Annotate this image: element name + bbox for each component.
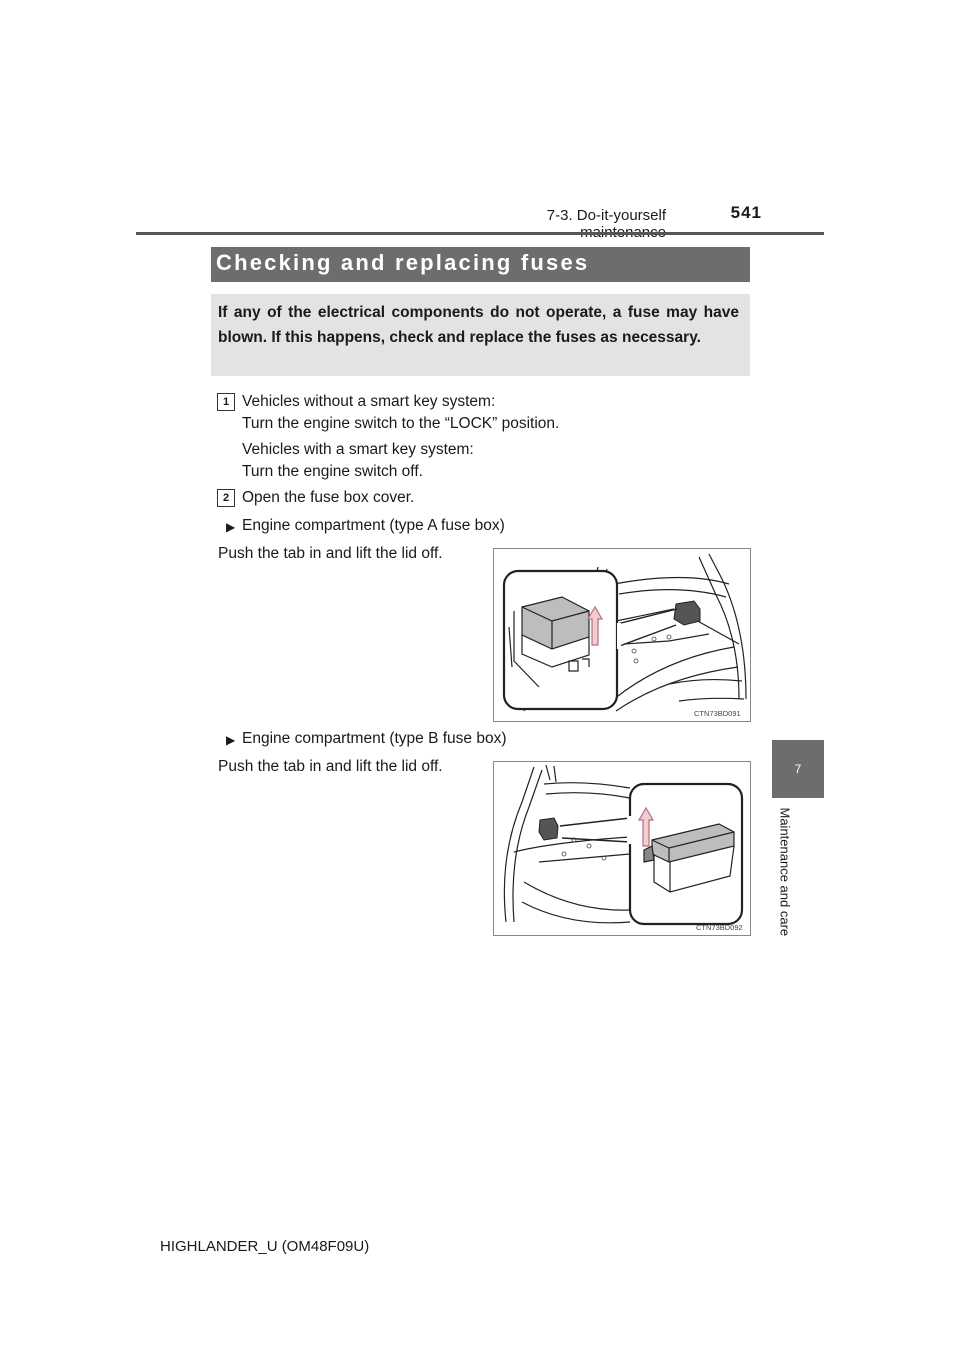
chapter-tab: 7 (772, 740, 824, 798)
step-number-2: 2 (217, 489, 235, 507)
step-1-line-4: Turn the engine switch off. (242, 463, 423, 480)
step-1-line-1: Vehicles without a smart key system: (242, 393, 496, 410)
intro-text: If any of the electrical components do not operate, a fuse may have blown. If this happens, check and replace the fuses as necessary. (218, 304, 739, 346)
image-code-b: CTN73BD092 (696, 923, 743, 932)
fuse-box-a-illustration (493, 548, 751, 722)
footer-model-code: HIGHLANDER_U (OM48F09U) (160, 1238, 370, 1255)
fuse-box-b-illustration (493, 761, 751, 936)
chapter-label: Maintenance and care (777, 807, 793, 937)
step-2-text: Open the fuse box cover. (242, 489, 415, 506)
engine-compartment-b-drawing (494, 762, 750, 935)
bullet-triangle-icon: ▶ (226, 520, 236, 534)
step-number-1: 1 (217, 393, 235, 411)
page-number: 541 (730, 203, 762, 222)
page-title: Checking and replacing fuses (216, 250, 590, 275)
image-code-a: CTN73BD091 (694, 709, 741, 718)
subsection-b-instruction: Push the tab in and lift the lid off. (218, 758, 443, 775)
subsection-b-heading: Engine compartment (type B fuse box) (242, 730, 507, 747)
subsection-a-instruction: Push the tab in and lift the lid off. (218, 545, 443, 562)
section-label: 7-3. Do-it-yourself (546, 207, 666, 224)
header-rule (136, 232, 824, 235)
step-1-line-3: Vehicles with a smart key system: (242, 441, 474, 458)
step-1-line-2: Turn the engine switch to the “LOCK” position. (242, 415, 560, 432)
subsection-a-heading: Engine compartment (type A fuse box) (242, 517, 505, 534)
engine-compartment-a-drawing (494, 549, 750, 721)
bullet-triangle-icon: ▶ (226, 733, 236, 747)
